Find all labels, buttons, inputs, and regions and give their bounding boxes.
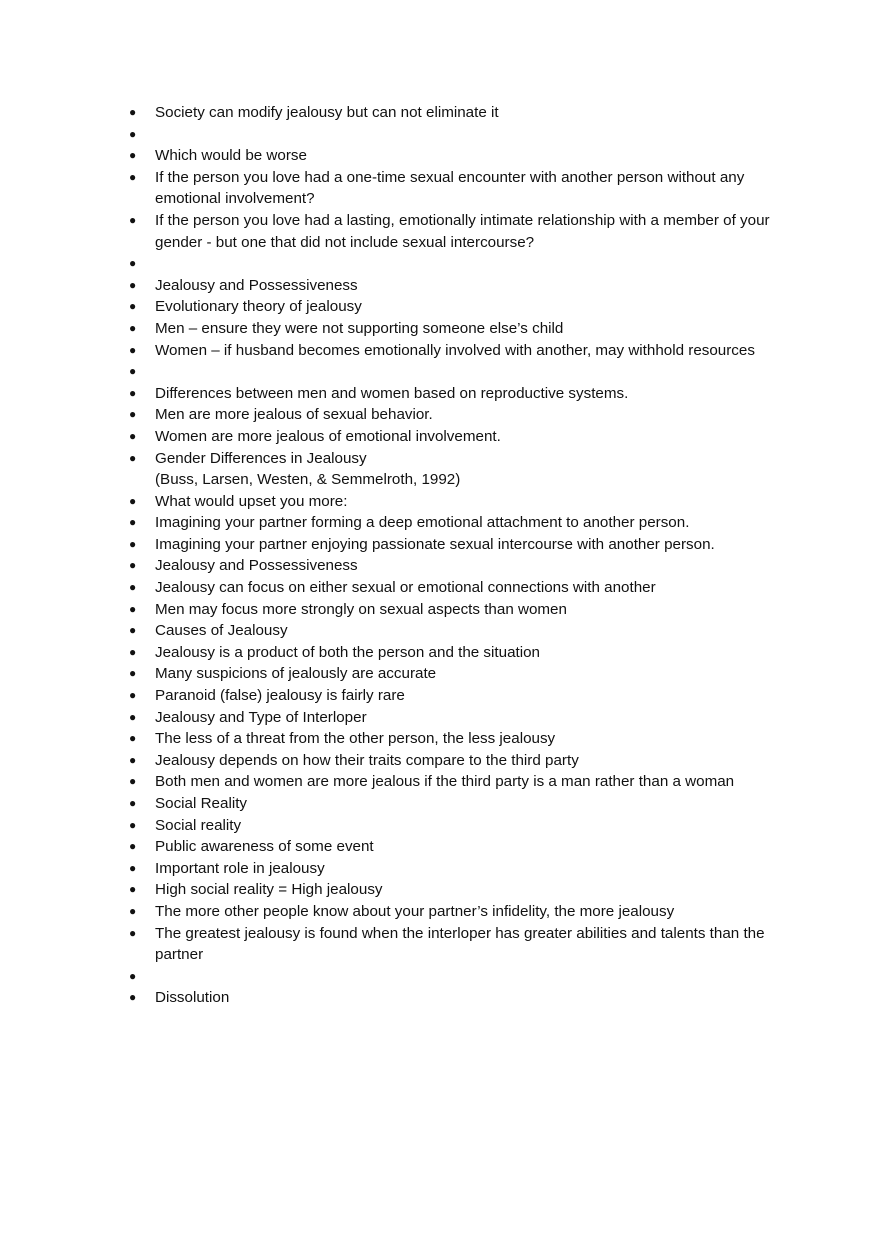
bullet-icon: ● (129, 839, 137, 854)
bullet-icon: ● (129, 256, 137, 271)
list-item-text: Jealousy and Possessiveness (155, 557, 358, 575)
list-item (0, 361, 880, 383)
bullet-icon: ● (129, 688, 137, 703)
list-item (0, 534, 880, 556)
list-item (0, 340, 880, 362)
list-item (0, 491, 880, 513)
list-item-text: Men are more jealous of sexual behavior. (155, 406, 433, 424)
list-item (0, 404, 880, 426)
list-item (0, 663, 880, 685)
list-item-text: Jealousy can focus on either sexual or emotional connections with another (155, 579, 656, 597)
list-item-text: Which would be worse (155, 147, 307, 165)
list-item-text: Imagining your partner forming a deep emotional attachment to another person. (155, 514, 690, 532)
list-item-text: Women – if husband becomes emotionally involved with another, may withhold resources (155, 341, 755, 359)
list-item (0, 318, 880, 340)
bullet-icon: ● (129, 277, 137, 292)
list-item-text: Differences between men and women based on reproductive systems. (155, 384, 629, 402)
list-item-text: The greatest jealousy is found when the interloper has greater abilities and talents than the partner (155, 924, 765, 964)
bullet-icon: ● (129, 990, 137, 1005)
list-item-text: Imagining your partner enjoying passionate sexual intercourse with another person. (155, 535, 715, 553)
list-item-text: Men – ensure they were not supporting someone else’s child (155, 319, 564, 337)
list-item (0, 771, 880, 793)
bullet-icon: ● (129, 968, 137, 983)
list-item (0, 815, 880, 837)
bullet-icon: ● (129, 860, 137, 875)
bullet-icon: ● (129, 903, 137, 918)
bullet-icon: ● (129, 601, 137, 616)
list-item (0, 383, 880, 405)
list-item-text: Social Reality (155, 795, 248, 812)
list-item (0, 102, 880, 124)
bullet-icon: ● (129, 320, 137, 335)
list-item (0, 858, 880, 880)
list-item (0, 793, 880, 815)
bullet-icon: ● (129, 536, 137, 551)
bullet-icon: ● (129, 299, 137, 314)
bullet-icon: ● (129, 666, 137, 681)
list-item (0, 253, 880, 275)
list-item-text: Both men and women are more jealous if the third party is a man rather than a woman (155, 773, 735, 791)
list-item (0, 707, 880, 729)
list-item-text: Men may focus more strongly on sexual aspects than women (155, 600, 567, 618)
bullet-icon: ● (129, 407, 137, 422)
list-item-text: Important role in jealousy (155, 859, 325, 877)
list-item-text: Jealousy depends on how their traits compare to the third party (155, 751, 579, 769)
list-item-text: Jealousy and Possessiveness (155, 276, 358, 294)
list-item (0, 577, 880, 599)
list-item-text: The more other people know about your partner’s infidelity, the more jealousy (155, 902, 675, 920)
list-item-text: If the person you love had a lasting, emotionally intimate relationship with a member of your gender - but one that did not include sexual intercourse? (155, 211, 770, 251)
bullet-icon: ● (129, 169, 137, 184)
list-item (0, 966, 880, 988)
list-item-text: Paranoid (false) jealousy is fairly rare (155, 687, 405, 705)
list-item-text: The less of a threat from the other person, the less jealousy (155, 730, 556, 748)
bullet-icon: ● (129, 493, 137, 508)
bullet-list (0, 102, 880, 1009)
list-item-text: What would upset you more: (155, 492, 348, 510)
list-item (0, 512, 880, 534)
list-item-text: Social reality (155, 816, 242, 834)
bullet-icon: ● (129, 580, 137, 595)
list-item (0, 685, 880, 707)
list-item (0, 296, 880, 318)
bullet-icon: ● (129, 342, 137, 357)
bullet-icon: ● (129, 752, 137, 767)
bullet-icon: ● (129, 364, 137, 379)
bullet-icon: ● (129, 212, 137, 227)
list-item-text: Dissolution (155, 989, 230, 1007)
list-item (0, 836, 880, 858)
list-item (0, 426, 880, 448)
list-item-text: Many suspicions of jealously are accurate (155, 665, 437, 683)
bullet-icon: ● (129, 925, 137, 940)
list-item-text: Evolutionary theory of jealousy (155, 298, 362, 316)
list-item (0, 124, 880, 146)
list-item (0, 167, 880, 210)
list-item (0, 448, 880, 491)
list-item-text: Causes of Jealousy (155, 622, 288, 640)
list-item-text: Jealousy and Type of Interloper (155, 708, 367, 726)
bullet-icon: ● (129, 126, 137, 141)
list-item-text: Gender Differences in Jealousy (Buss, Larsen, Westen, & Semmelroth, 1992) (155, 449, 461, 489)
bullet-icon: ● (129, 731, 137, 746)
list-item (0, 879, 880, 901)
list-item (0, 555, 880, 577)
list-item (0, 275, 880, 297)
bullet-icon: ● (129, 105, 137, 119)
bullet-icon: ● (129, 450, 137, 465)
list-item (0, 750, 880, 772)
list-item-text: High social reality = High jealousy (155, 881, 383, 899)
list-item-text: Jealousy is a product of both the person and the situation (155, 643, 541, 661)
list-item (0, 599, 880, 621)
bullet-icon: ● (129, 558, 137, 573)
list-item (0, 728, 880, 750)
bullet-icon: ● (129, 796, 137, 810)
bullet-icon: ● (129, 428, 137, 443)
list-item (0, 210, 880, 253)
bullet-icon: ● (129, 644, 137, 659)
bullet-icon: ● (129, 515, 137, 530)
list-item (0, 642, 880, 664)
list-item (0, 923, 880, 966)
bullet-icon: ● (129, 709, 137, 724)
bullet-icon: ● (129, 385, 137, 400)
bullet-icon: ● (129, 148, 137, 163)
list-item-text: If the person you love had a one-time sexual encounter with another person without any emotional involvement? (155, 168, 745, 208)
list-item (0, 987, 880, 1009)
bullet-icon: ● (129, 882, 137, 897)
bullet-icon: ● (129, 623, 137, 638)
bullet-icon: ● (129, 774, 137, 789)
list-item-text: Society can modify jealousy but can not eliminate it (155, 104, 499, 121)
list-item-text: Women are more jealous of emotional involvement. (155, 427, 501, 445)
list-item-text: Public awareness of some event (155, 838, 374, 856)
list-item (0, 901, 880, 923)
bullet-icon: ● (129, 817, 137, 832)
list-item (0, 145, 880, 167)
list-item (0, 620, 880, 642)
